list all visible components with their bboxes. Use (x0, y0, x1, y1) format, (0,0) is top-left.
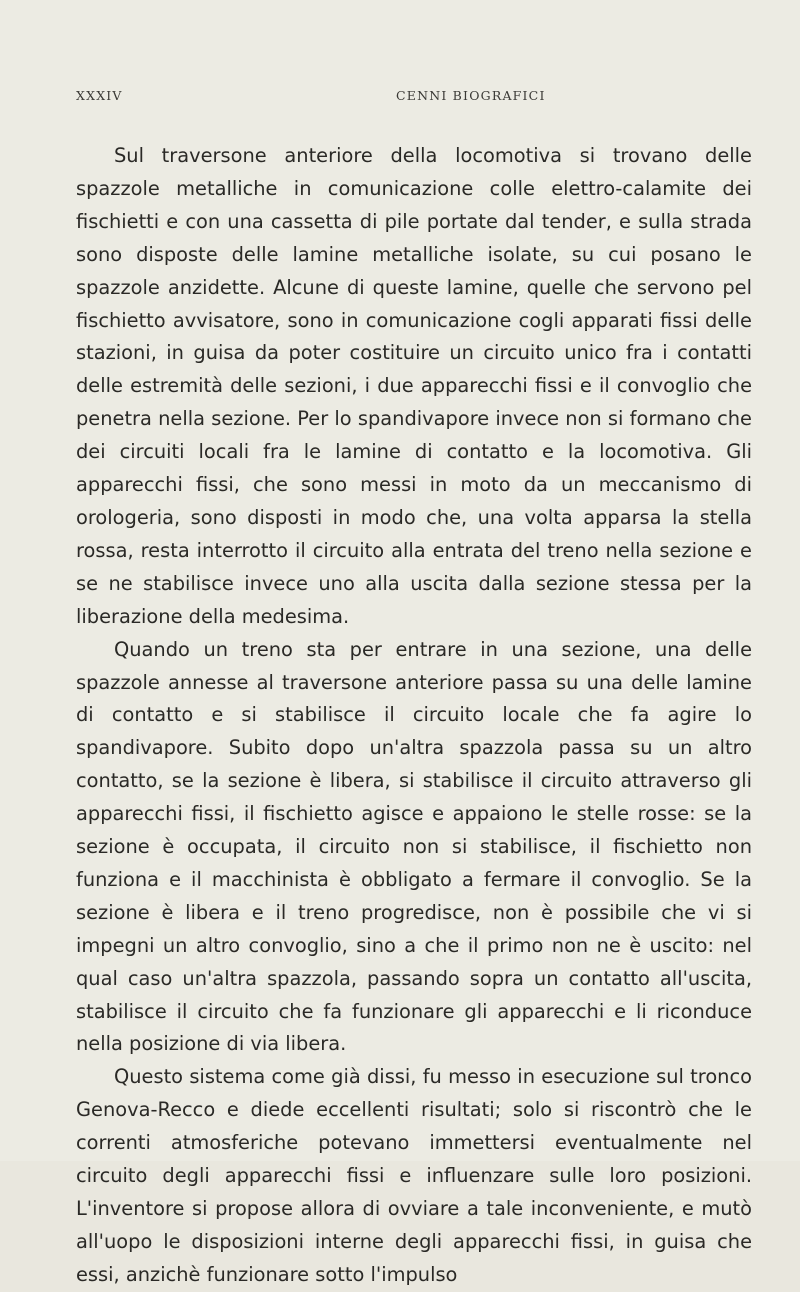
paragraph-3: Questo sistema come già dissi, fu messo in esecuzione sul tronco Genova-Recco e diede eccellenti risultati; solo si riscontrò che le correnti atmosferiche potevano immettersi eventualmente nel circuito degli apparecchi fissi e influenzare sulle loro posizioni. L'inventore si propose allora di ovviare a tale inconveniente, e mutò all'uopo le disposizioni interne degli apparecchi fissi, in guisa che essi, anzichè funzionare sotto l'impulso (76, 1065, 752, 1286)
body-text (76, 140, 752, 1292)
page-number: XXXIV (76, 88, 123, 103)
page-header (76, 88, 752, 108)
running-title: CENNI BIOGRAFICI (396, 88, 546, 103)
paragraph-2: Quando un treno sta per entrare in una sezione, una delle spazzole annesse al traversone anteriore passa su una delle lamine di contatto e si stabilisce il circuito locale che fa agire lo spandivapore. Subito dopo un'altra spazzola passa su un altro contatto, se la sezione è libera, si stabilisce il circuito attraverso gli apparecchi fissi, il fischietto agisce e appaiono le stelle rosse: se la sezione è occupata, il circuito non si stabilisce, il fischietto non funziona e il macchinista è obbligato a fermare il convoglio. Se la sezione è libera e il treno progredisce, non è possibile che vi si impegni un altro convoglio, sino a che il primo non ne è uscito: nel qual caso un'altra spazzola, passando sopra un contatto all'uscita, stabilisce il circuito che fa funzionare gli apparecchi e li riconduce nella posizione di via libera. (76, 637, 752, 1056)
paragraph-1: Sul traversone anteriore della locomotiva si trovano delle spazzole metalliche in comunicazione colle elettro-calamite dei fischietti e con una cassetta di pile portate dal tender, e sulla strada sono disposte delle lamine metalliche isolate, su cui posano le spazzole anzidette. Alcune di queste lamine, quelle che servono pel fischietto avvisatore, sono in comunicazione cogli apparati fissi delle stazioni, in guisa da poter costituire un circuito unico fra i contatti delle estremità delle sezioni, i due apparecchi fissi e il convoglio che penetra nella sezione. Per lo spandivapore invece non si formano che dei circuiti locali fra le lamine di contatto e la locomotiva. Gli apparecchi fissi, che sono messi in moto da un meccanismo di orologeria, sono disposti in modo che, una volta apparsa la stella rossa, resta interrotto il circuito alla entrata del treno nella sezione e se ne stabilisce invece uno alla uscita dalla sezione stessa per la liberazione della medesima. (76, 144, 752, 628)
